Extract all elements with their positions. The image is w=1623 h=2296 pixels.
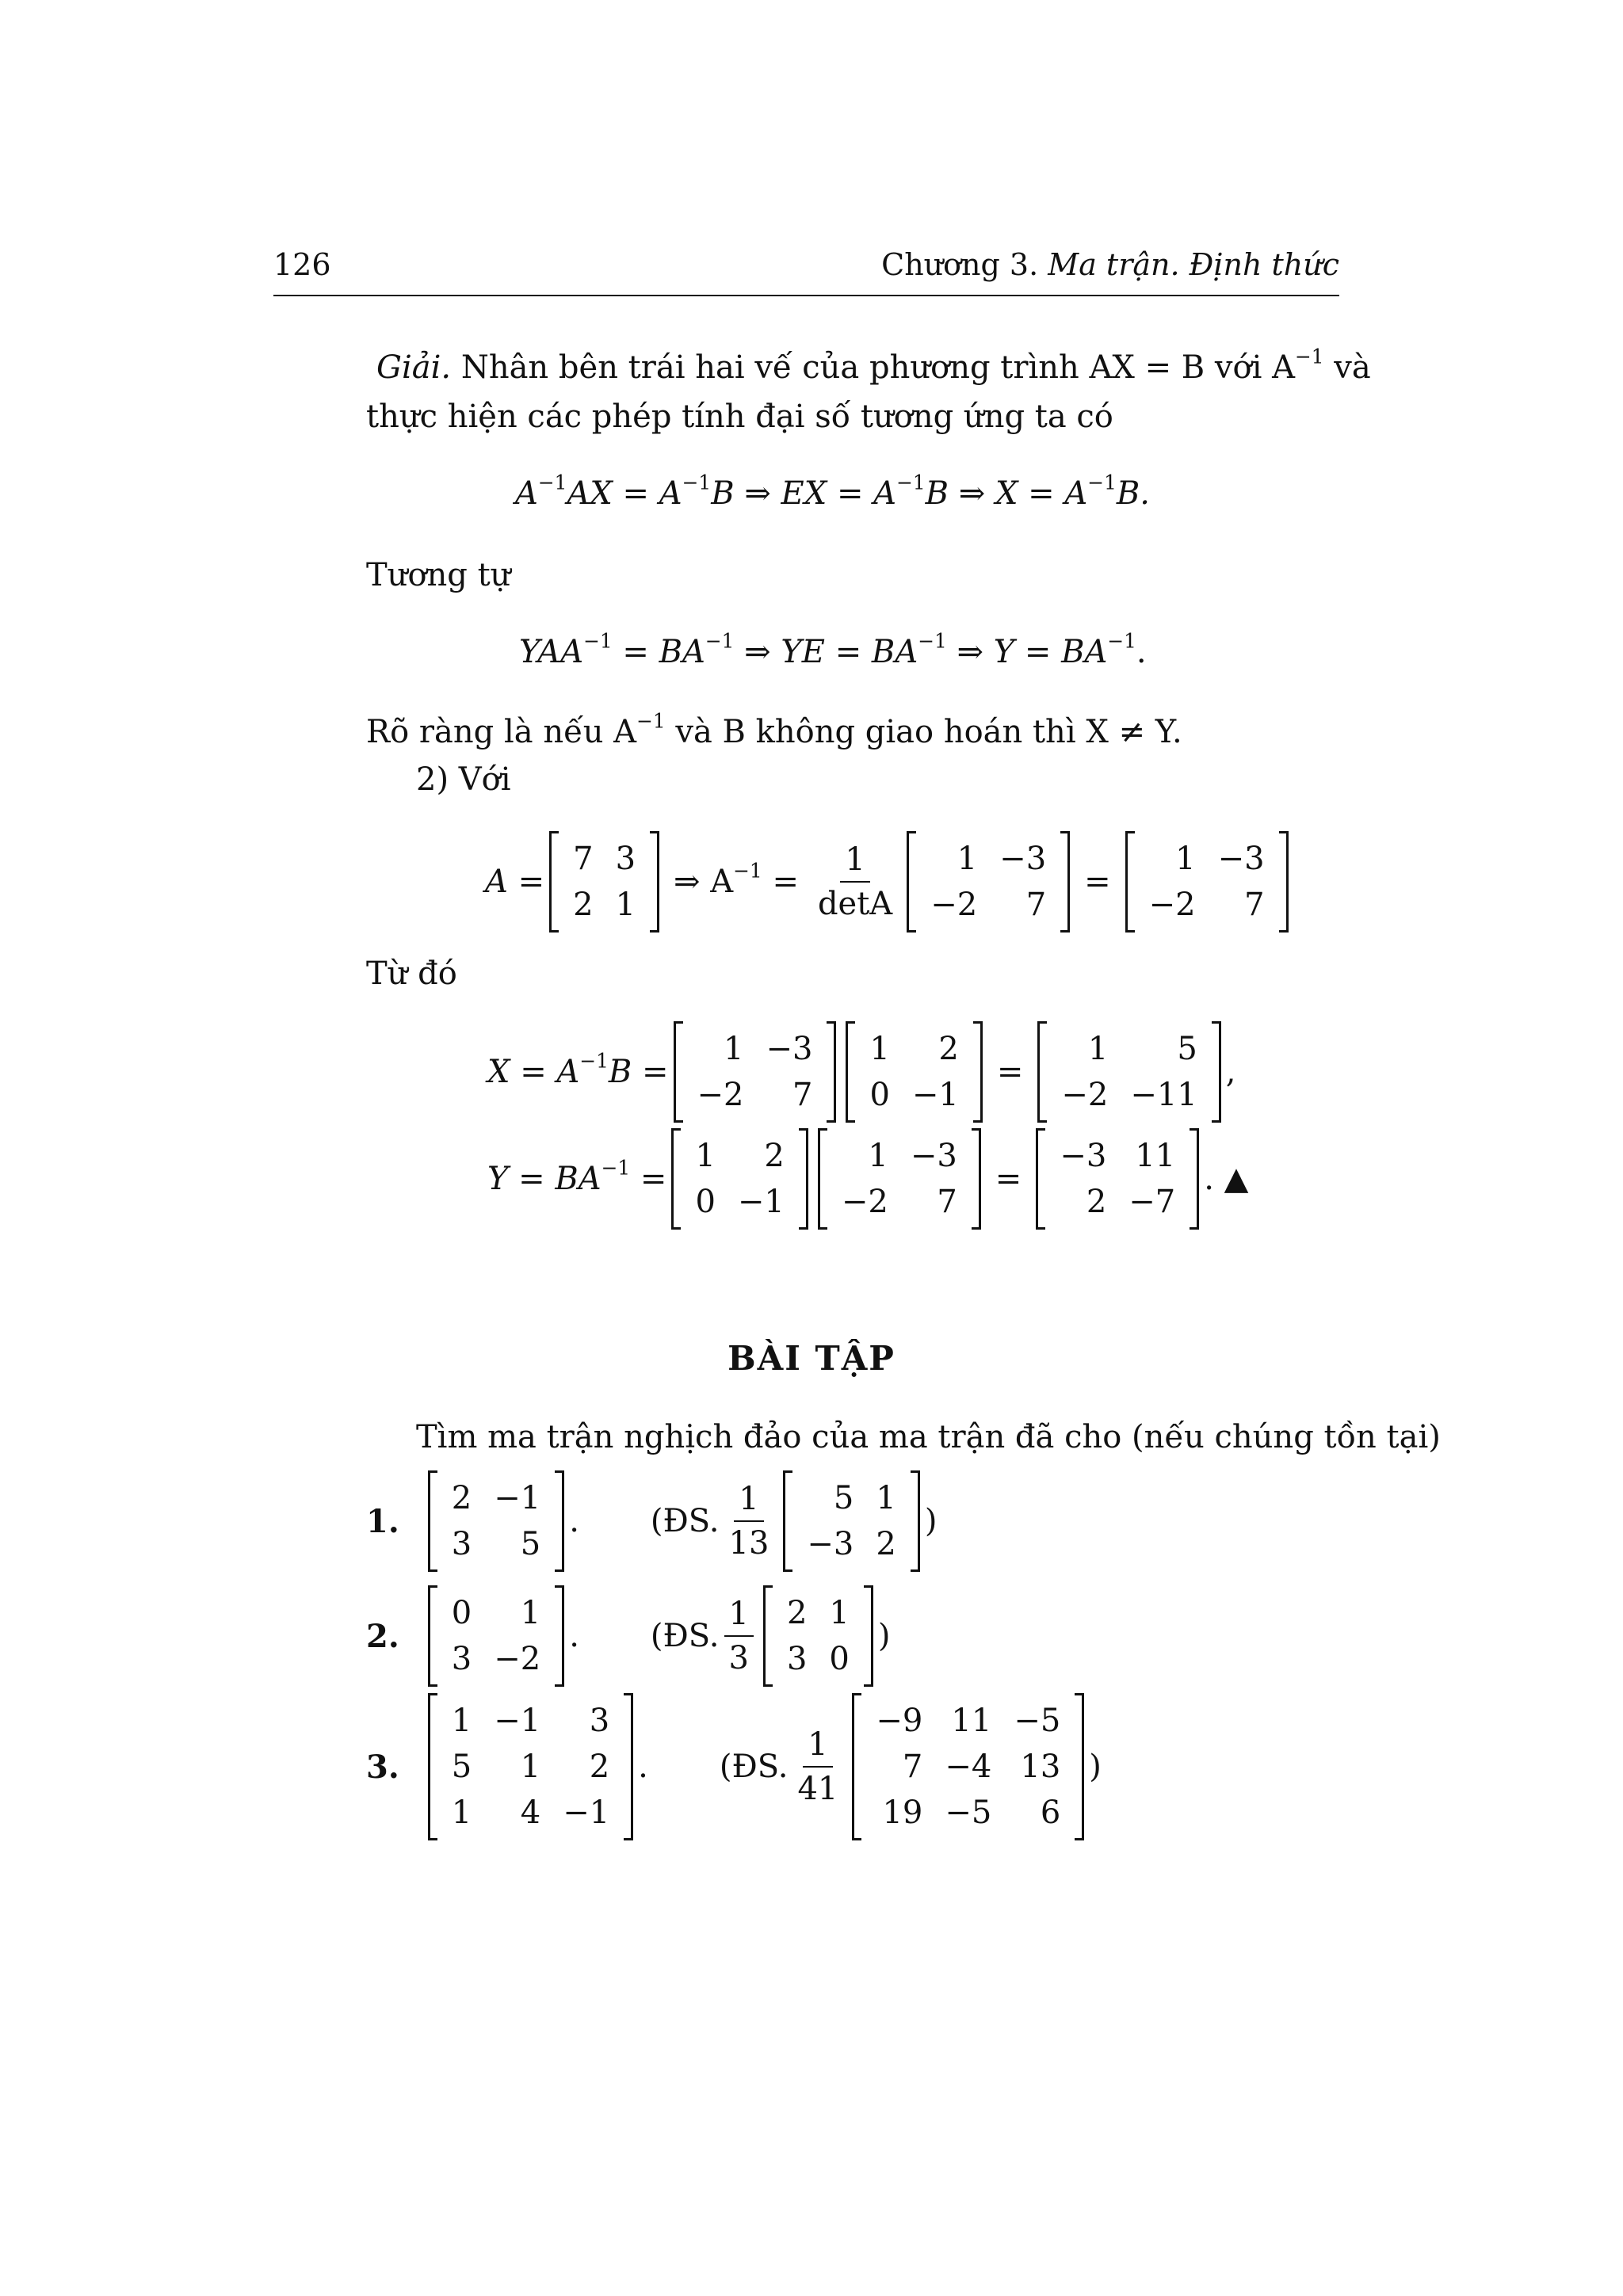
- matrix-cell: 0: [869, 1076, 890, 1113]
- matrix-cell: 2: [573, 886, 594, 923]
- matrix-row: [1138, 836, 1276, 882]
- matrix-cell: 3: [589, 1703, 610, 1739]
- part-2-label: 2) Với: [416, 761, 511, 798]
- matrix-cell: −3: [807, 1526, 854, 1562]
- matrix-row: [865, 1698, 1071, 1744]
- exercise-matrix: [428, 1470, 564, 1572]
- matrix-cell: 3: [451, 1641, 472, 1677]
- matrix-row: [562, 882, 647, 928]
- matrix-cell: 1: [451, 1703, 472, 1739]
- matrix-row: [686, 1072, 824, 1118]
- matrix-row: [776, 1636, 861, 1682]
- solution-line-1: Giải. Nhân bên trái hai vế của phương trình AX = B với $A^{-1}$ và: [376, 345, 1371, 386]
- matrix-cell: 1: [868, 1137, 888, 1174]
- matrix-cell: −1: [737, 1183, 785, 1220]
- matrix-cell: 13: [1020, 1749, 1061, 1785]
- matrix-adj: [907, 831, 1070, 933]
- matrix-cell: −2: [494, 1641, 541, 1677]
- matrix-row: [441, 1475, 552, 1521]
- answer-fraction: $\frac{1}{13}$: [728, 1481, 769, 1562]
- matrix-row: [441, 1790, 621, 1836]
- matrix-row: [441, 1744, 621, 1790]
- matrix-cell: −2: [930, 886, 978, 923]
- matrix-cell: 5: [1177, 1030, 1197, 1067]
- matrix-cell: 0: [829, 1641, 850, 1677]
- equation-X: $X = A^{-1}B$ = 1 −3 −2 7 1 2 0 −1 = 1 5 −2 −11 ,: [487, 1018, 1235, 1125]
- matrix-cell: 1: [869, 1030, 890, 1067]
- matrix-row: [1138, 882, 1276, 928]
- equation-left-multiply: $A^{-1}AX = A^{-1}B$ ⇒ EX = $A^{-1}B$ ⇒ $X = A^{-1}B$.: [515, 471, 1150, 512]
- matrix-row: [684, 1133, 795, 1179]
- matrix-cell: −5: [1014, 1703, 1061, 1739]
- matrix-row: [858, 1072, 969, 1118]
- matrix-row: [1050, 1072, 1208, 1118]
- matrix-row: [684, 1179, 795, 1225]
- matrix-cell: 5: [520, 1526, 541, 1562]
- matrix-cell: −2: [1148, 886, 1196, 923]
- matrix-cell: −3: [1060, 1137, 1107, 1174]
- matrix-cell: −3: [766, 1030, 813, 1067]
- matrix-row: [858, 1026, 969, 1072]
- matrix-cell: 19: [882, 1794, 923, 1831]
- matrix-row: [796, 1475, 907, 1521]
- matrix-row: [441, 1521, 552, 1567]
- matrix-cell: 1: [829, 1595, 850, 1631]
- matrix-cell: −11: [1130, 1076, 1197, 1113]
- matrix-cell: 3: [451, 1526, 472, 1562]
- matrix-cell: −2: [1061, 1076, 1109, 1113]
- matrix-row: [831, 1179, 968, 1225]
- matrix-cell: 0: [695, 1183, 716, 1220]
- matrix-X: [1037, 1021, 1220, 1123]
- matrix-row: [831, 1133, 968, 1179]
- matrix-cell: 3: [615, 840, 636, 877]
- matrix-cell: 7: [902, 1749, 923, 1785]
- matrix-inverse: [1125, 831, 1289, 933]
- matrix-cell: 1: [520, 1595, 541, 1631]
- matrix-row: [919, 836, 1057, 882]
- matrix-cell: −3: [999, 840, 1047, 877]
- matrix-row: [686, 1026, 824, 1072]
- matrix-cell: 11: [1135, 1137, 1176, 1174]
- matrix-A-inverse: [818, 1128, 981, 1230]
- matrix-cell: 5: [451, 1749, 472, 1785]
- exercise-matrix: [428, 1585, 564, 1687]
- matrix-cell: 2: [786, 1595, 808, 1631]
- matrix-cell: 6: [1040, 1794, 1061, 1831]
- answer-matrix: [852, 1693, 1084, 1840]
- matrix-cell: −1: [494, 1703, 541, 1739]
- matrix-cell: 1: [615, 886, 636, 923]
- exercise-1: 1. 2 −1 3 5 . (ĐS. $\frac{1}{13}$ 5 1 −3 2 ): [366, 1470, 937, 1573]
- matrix-row: [441, 1636, 552, 1682]
- matrix-cell: 7: [1244, 886, 1265, 923]
- matrix-row: [776, 1590, 861, 1636]
- matrix-row: [1048, 1133, 1186, 1179]
- matrix-row: [441, 1698, 621, 1744]
- matrix-cell: 7: [792, 1076, 813, 1113]
- matrix-cell: 2: [451, 1480, 472, 1516]
- matrix-cell: 1: [957, 840, 978, 877]
- chapter-number: Chương 3.: [881, 247, 1039, 282]
- matrix-row: [865, 1790, 1071, 1836]
- matrix-cell: 5: [833, 1480, 854, 1516]
- matrix-A: [549, 831, 659, 933]
- matrix-row: [919, 882, 1057, 928]
- matrix-cell: −4: [945, 1749, 992, 1785]
- matrix-cell: 4: [520, 1794, 541, 1831]
- matrix-cell: −3: [910, 1137, 957, 1174]
- inverse-equation: A = 7 3 2 1 ⇒ $A^{-1}$ = $\frac{1}{\det A}$ 1 −3 −2 7 = 1 −3 −2 7: [485, 828, 1293, 935]
- from-text: Từ đó: [366, 955, 457, 992]
- matrix-B: [846, 1021, 982, 1123]
- matrix-cell: 2: [1086, 1183, 1107, 1220]
- matrix-cell: 1: [876, 1480, 896, 1516]
- answer-matrix: [763, 1585, 873, 1687]
- matrix-B: [671, 1128, 808, 1230]
- matrix-A-inverse: [674, 1021, 837, 1123]
- matrix-cell: −3: [1217, 840, 1265, 877]
- exercise-matrix: [428, 1693, 633, 1840]
- page-header: [273, 247, 1339, 296]
- answer-matrix: [783, 1470, 919, 1572]
- matrix-cell: 1: [1087, 1030, 1109, 1067]
- exercise-3: 3. 1 −1 3 5 1 2 1 4 −1 . (ĐS. $\frac{1}{41}$ −9 11 −5 7 −4 13 19 −5 6 ): [366, 1695, 1102, 1838]
- matrix-cell: −9: [876, 1703, 923, 1739]
- matrix-cell: 2: [938, 1030, 959, 1067]
- matrix-cell: −2: [697, 1076, 744, 1113]
- matrix-row: [1050, 1026, 1208, 1072]
- matrix-cell: 1: [451, 1794, 472, 1831]
- matrix-cell: 7: [937, 1183, 957, 1220]
- exercises-title: BÀI TẬP: [727, 1339, 896, 1378]
- matrix-cell: 11: [951, 1703, 992, 1739]
- matrix-cell: 2: [876, 1526, 896, 1562]
- matrix-cell: 1: [520, 1749, 541, 1785]
- matrix-cell: −2: [841, 1183, 888, 1220]
- matrix-cell: −7: [1128, 1183, 1176, 1220]
- answer-fraction: $\frac{1}{3}$: [724, 1596, 754, 1676]
- equation-right-multiply: $YAA^{-1} = BA^{-1}$ ⇒ YE = $BA^{-1}$ ⇒ $Y = BA^{-1}$.: [519, 629, 1147, 670]
- equation-Y: $Y = BA^{-1}$ = 1 2 0 −1 1 −3 −2 7 = −3 11 2 −7 . ▲: [487, 1125, 1248, 1232]
- matrix-row: [562, 836, 647, 882]
- matrix-cell: −1: [911, 1076, 959, 1113]
- matrix-row: [441, 1590, 552, 1636]
- matrix-cell: −5: [945, 1794, 992, 1831]
- chapter-title: Ma trận. Định thức: [1048, 247, 1339, 282]
- page-number: 126: [273, 247, 331, 282]
- matrix-Y: [1036, 1128, 1199, 1230]
- matrix-cell: 1: [724, 1030, 744, 1067]
- matrix-cell: 0: [451, 1595, 472, 1631]
- matrix-cell: 3: [786, 1641, 808, 1677]
- matrix-row: [865, 1744, 1071, 1790]
- chapter-heading: [881, 247, 1339, 282]
- matrix-cell: 7: [573, 840, 594, 877]
- solution-label: Giải.: [376, 349, 452, 386]
- exercises-intro: Tìm ma trận nghịch đảo của ma trận đã cho (nếu chúng tồn tại): [416, 1419, 1441, 1455]
- similar-text: Tương tự: [366, 557, 511, 593]
- matrix-cell: 2: [764, 1137, 785, 1174]
- answer-fraction: $\frac{1}{41}$: [797, 1726, 838, 1807]
- matrix-row: [1048, 1179, 1186, 1225]
- matrix-cell: 7: [1025, 886, 1047, 923]
- solution-line-2: thực hiện các phép tính đại số tương ứng ta có: [366, 399, 1113, 435]
- matrix-cell: 1: [1175, 840, 1196, 877]
- exercise-2: 2. 0 1 3 −2 . (ĐS. $\frac{1}{3}$ 2 1 3 0 ): [366, 1585, 890, 1688]
- matrix-cell: −1: [494, 1480, 541, 1516]
- matrix-cell: 1: [695, 1137, 716, 1174]
- fraction-det: $\frac{1}{\det A}$: [817, 841, 893, 922]
- conclusion-text: Rõ ràng là nếu $A^{-1}$ và B không giao hoán thì X ≠ Y.: [366, 709, 1182, 750]
- matrix-cell: 2: [589, 1749, 610, 1785]
- matrix-row: [796, 1521, 907, 1567]
- matrix-cell: −1: [563, 1794, 610, 1831]
